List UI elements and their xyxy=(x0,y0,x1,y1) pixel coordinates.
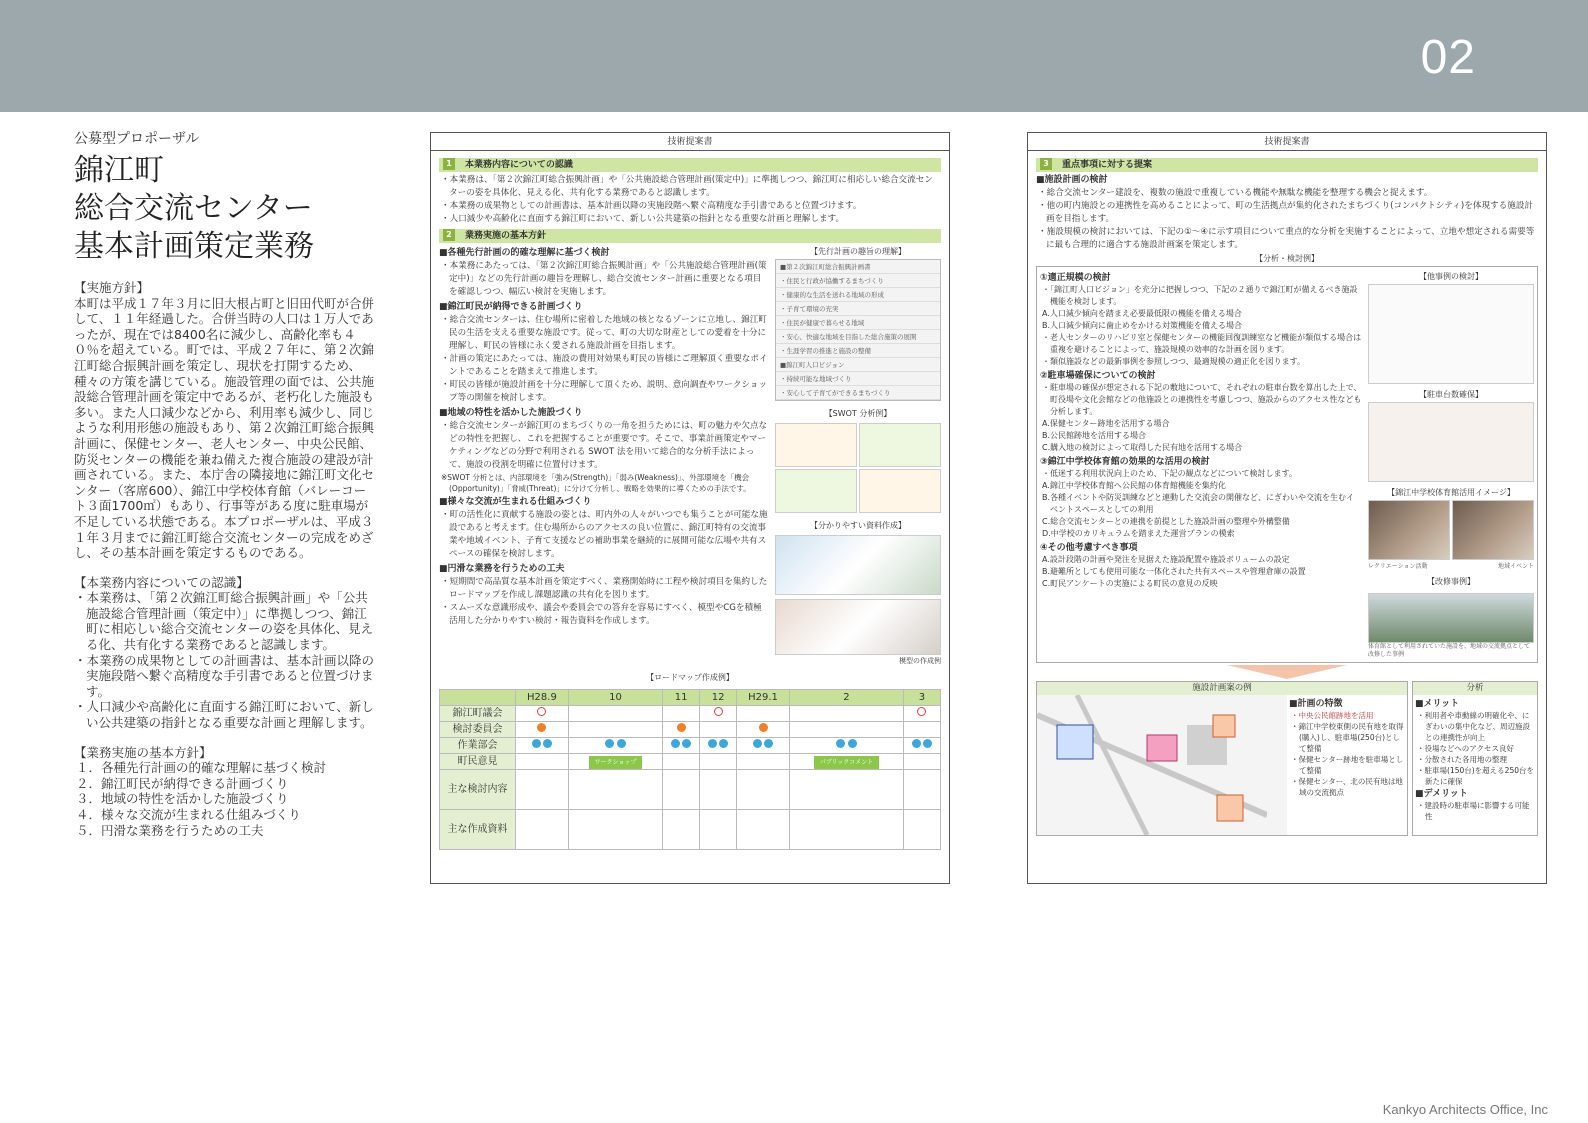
bullet-text: ・総合交流センターは、住む場所に密着した地域の核となるゾーンに立地し、錦江町民の生活を支える重要な施設です。従って、町の大切な財産としての愛着を十分に理解し、町民の皆様に永く愛される施設計画を目指します。 xyxy=(441,315,767,351)
renovation-photo xyxy=(1368,593,1534,643)
milestone-marker xyxy=(912,739,921,748)
milestone-marker xyxy=(759,723,768,732)
recognition-item: ・人口減少や高齢化に直面する錦江町において、新しい公共建築の指針となる重要な計画と理解します。 xyxy=(74,699,374,731)
merit-item: ・利用者や車動線の明確化や、にぎわいの集中化など、周辺施設との連携性が向上 xyxy=(1417,711,1530,742)
plan-heading: 施設計画案の例 xyxy=(1037,682,1407,695)
side-heading: 【錦江中学校体育館活用イメージ】 xyxy=(1387,488,1515,497)
bullet-text: ・短期間で高品質な基本計画を策定すべく、業務開始時に工程や検討項目を集約したロードマップを作成し課題認識の共有化を図ります。 xyxy=(441,577,768,600)
option-text: B.公民館跡地を活用する場合 xyxy=(1042,431,1147,440)
milestone-marker xyxy=(537,707,546,716)
milestone-marker xyxy=(764,739,773,748)
row-header: 町民意見 xyxy=(440,754,516,770)
milestone-marker xyxy=(917,707,926,716)
gym-photo xyxy=(1368,500,1450,560)
bullet-text: ・町民の皆様が施設計画を十分に理解して頂くため、説明、意向調査やワークショップ等の開催を検討します。 xyxy=(441,380,768,403)
gym-photo xyxy=(1452,500,1534,560)
option-text: B.避難所としても使用可能な一体化された共有スペースや管理倉庫の設置 xyxy=(1042,567,1306,576)
section-band xyxy=(439,158,941,172)
subsection-title: ■施設計画の検討 xyxy=(1036,175,1108,185)
road-line xyxy=(1077,695,1147,835)
photo-caption: 地域イベント xyxy=(1497,563,1534,570)
milestone-marker xyxy=(682,739,691,748)
merit-item: ・駐車場(150台)を超える250台を新たに確保 xyxy=(1417,766,1534,786)
band-label: 業務実施の基本方針 xyxy=(465,231,547,241)
bullet-text: ・施設規模の検討においては、下記の①～④に示す項目について重点的な分析を実施することによって、立地や想定される需要等に最も合理的に適合する施設計画案を策定します。 xyxy=(1038,227,1535,250)
side-heading: 【先行計画の趣旨の理解】 xyxy=(810,247,906,256)
list-item: ■錦江町人口ビジョン xyxy=(776,358,940,372)
sheet-header: 技術提案書 xyxy=(1028,133,1546,151)
image-caption: 模型の作成例 xyxy=(899,657,941,665)
table-row xyxy=(440,722,941,738)
option-text: A.人口減少傾向を踏まえ必要最低限の機能を備える場合 xyxy=(1042,309,1242,318)
milestone-marker xyxy=(923,739,932,748)
parking-diagram xyxy=(1368,402,1534,482)
subsection-title: ■様々な交流が生まれる仕組みづくり xyxy=(439,497,592,507)
milestone-marker xyxy=(543,739,552,748)
proposal-sheet-1 xyxy=(430,132,950,884)
table-row xyxy=(440,770,941,810)
section-band xyxy=(1036,158,1538,172)
building-shape xyxy=(1057,725,1093,759)
merit-item: ・役場などへのアクセス良好 xyxy=(1417,744,1514,753)
swot-cell xyxy=(859,423,941,467)
option-text: B.人口減少傾向に歯止めをかける対策機能を備える場合 xyxy=(1042,321,1243,330)
parking-shape xyxy=(1217,795,1243,821)
model-image xyxy=(775,599,941,655)
roadmap-table xyxy=(439,689,941,850)
bullet-text: ・駐車場の確保が想定される下記の敷地について、それぞれの駐車台数を算出した上で、町役場や文化会館などの他施設との連携性を考慮しつつ、施設からのアクセス性なども分析します。 xyxy=(1042,383,1362,416)
parking-shape xyxy=(1213,715,1235,737)
milestone-marker xyxy=(677,723,686,732)
analysis-heading: 分析 xyxy=(1413,682,1537,695)
band-number: 2 xyxy=(443,229,455,241)
public-comment-tag: パブリックコメント xyxy=(814,756,879,769)
swot-grid xyxy=(775,423,941,513)
sheet-header: 技術提案書 xyxy=(431,133,949,151)
policy2-item: １．各種先行計画の的確な理解に基づく検討 xyxy=(76,760,327,776)
bullet-text: ・スムーズな意識形成や、議会や委員会での答弁を容易にすべく、模型やCGを積極活用した分かりやすい検討・報告資料を作成します。 xyxy=(441,603,762,626)
list-item: ・住民と行政が協働するまちづくり xyxy=(776,274,940,288)
milestone-marker xyxy=(708,739,717,748)
table-row xyxy=(440,738,941,754)
bullet-text: ・本業務は、「第２次錦江町総合振興計画」や「公共施設総合管理計画(策定中)」に準拠しつつ、錦江町に相応しい総合交流センターの姿を具体化、見える化、共有化する業務であると認識します。 xyxy=(441,175,933,198)
subsection-title: ■地域の特性を活かした施設づくり xyxy=(439,408,583,418)
swot-cell xyxy=(775,423,857,467)
row-header: 作業部会 xyxy=(440,738,516,754)
swot-cell xyxy=(859,469,941,513)
bullet-text: ・総合交流センター建設を、複数の施設で重複している機能や無駄な機能を整理する機会と捉えます。 xyxy=(1038,188,1433,198)
option-text: B.各種イベントや防災訓練などと連動した交流会の開催など、にぎわいや交流を生むイベントスペースとしての利用 xyxy=(1042,493,1355,514)
proposal-sheet-2 xyxy=(1027,132,1547,884)
policy2-item: ３．地域の特性を活かした施設づくり xyxy=(76,791,289,807)
bullet-text: ・町の活性化に貢献する施設の姿とは、町内外の人々がいつでも集うことが可能な施設であると考えます。住む場所からのアクセスの良い位置に、錦江町特有の交流事業や地域イベント、子育て支援などの補助事業を継続的に展開可能な広場や共有スペースの確保を検討します。 xyxy=(441,510,768,559)
month-header: 2 xyxy=(789,690,903,706)
table-row xyxy=(440,706,941,722)
band-number: 3 xyxy=(1040,158,1052,170)
milestone-marker xyxy=(671,739,680,748)
subsection-title: ■各種先行計画の的確な理解に基づく検討 xyxy=(439,248,610,258)
subsection-title: ②駐車場確保についての検討 xyxy=(1040,371,1156,381)
bullet-text: ・他の町内施設との連携性を高めることによって、町の生活拠点が集約化されたまちづくり(コンパクトシティ)を体現する施設計画を目指します。 xyxy=(1038,201,1534,224)
feature-item: ・錦江中学校東側の民有地を取得(購入)し、駐車場(250台)として整備 xyxy=(1291,722,1404,753)
bullet-text: ・人口減少や高齢化に直面する錦江町において、新しい公共建築の指針となる重要な計画と理解します。 xyxy=(441,214,845,224)
policy2-item: ５．円滑な業務を行うための工夫 xyxy=(76,822,264,838)
option-text: C.総合交流センターとの連携を前提とした施設計画の整理や外構整備 xyxy=(1042,517,1290,526)
row-header: 主な作成資料 xyxy=(440,810,516,850)
demerit-item: ・建設時の駐車場に影響する可能性 xyxy=(1417,801,1530,821)
analysis-caption: 【分析・検討例】 xyxy=(1255,254,1319,263)
list-item: ■第２次錦江町総合振興計画書 xyxy=(776,260,940,274)
side-heading: 【改修事例】 xyxy=(1427,577,1475,586)
option-text: C.購入地の検討によって取得した民有地を活用する場合 xyxy=(1042,443,1243,452)
recognition-item: ・本業務は、「第２次錦江町総合振興計画」や「公共施設総合管理計画（策定中）」に準拠しつつ、錦江町に相応しい総合交流センターの姿を具体化、見える化、共有化する業務であると認識します。 xyxy=(74,590,374,653)
row-header: 錦江町議会 xyxy=(440,706,516,722)
merit-item: ・分散された各用地の整理 xyxy=(1417,755,1507,764)
table-row xyxy=(440,810,941,850)
list-item: ・安心、快適な地域を目指した総合施策の展開 xyxy=(776,330,940,344)
bullet-text: ・計画の策定にあたっては、施設の費用対効果も町民の皆様にご理解頂く重要なポイントであることを踏まえて推進します。 xyxy=(441,354,768,377)
workshop-tag: ワークショップ xyxy=(589,756,643,769)
title-line: 総合交流センター xyxy=(74,191,313,226)
table-row xyxy=(440,754,941,770)
bullet-text: ・総合交流センターが錦江町のまちづくりの一角を担うためには、町の魅力や欠点などの特性を把握し、これを把握することが重要です。そこで、事業計画策定やマーケティングなどの分野で利用される SWOT 法を用いて総合的な分析手法によって、施設の役割を明確に位置付けます。 xyxy=(441,421,768,470)
option-text: A.錦江中学校体育館へ公民館の体育館機能を集約化 xyxy=(1042,481,1226,490)
table-corner xyxy=(440,690,516,706)
bullet-text: ・「錦江町人口ビジョン」を充分に把握しつつ、下記の２通りで錦江町が備えるべき施設機能を検討します。 xyxy=(1042,285,1358,306)
policy2-section xyxy=(74,745,374,839)
subsection-title: ④その他考慮すべき事項 xyxy=(1040,543,1138,553)
band-label: 重点事項に対する提案 xyxy=(1062,160,1153,170)
list-item: ・安心して子育てができるまちづくり xyxy=(776,386,940,400)
milestone-marker xyxy=(848,739,857,748)
milestone-marker xyxy=(753,739,762,748)
down-arrow-icon xyxy=(1227,665,1347,679)
month-header: H29.1 xyxy=(737,690,790,706)
kicker: 公募型プロポーザル xyxy=(74,131,200,147)
policy-heading: 【実施方針】 xyxy=(74,280,150,295)
side-heading: 【分かりやすい資料作成】 xyxy=(810,521,906,530)
option-text: A.保健センター跡地を活用する場合 xyxy=(1042,419,1170,428)
option-text: A.設計段階の計画や発注を見据えた施設配置や施設ボリュームの設定 xyxy=(1042,555,1290,564)
feature-item: ・保健センター、北の民有地は地域の交流拠点 xyxy=(1291,777,1403,797)
site-plan-svg xyxy=(1037,695,1267,835)
feature-item: ・中央公民館跡地を活用 xyxy=(1291,711,1374,720)
month-header: H28.9 xyxy=(516,690,569,706)
bullet-text: ・類似施設などの最新事例を参照しつつ、最適規模の適正化を図ります。 xyxy=(1042,357,1306,366)
plan-summary-list xyxy=(775,259,941,401)
milestone-marker xyxy=(605,739,614,748)
note-text: ※SWOT 分析とは、内部環境を「強み(Strength)」「弱み(Weakness)」、外部環境を「機会(Opportunity)」「脅威(Threat)」に分けて分析し、戦略を効果的に導くための手法です。 xyxy=(441,473,751,493)
list-item: ・健康的な生活を送れる地域の形成 xyxy=(776,288,940,302)
policy2-item: ４．様々な交流が生まれる仕組みづくり xyxy=(76,807,301,822)
subsection-title: ①適正規模の検討 xyxy=(1040,273,1111,283)
subsection-title: ■錦江町民が納得できる計画づくり xyxy=(439,302,583,312)
row-header: 検討委員会 xyxy=(440,722,516,738)
policy2-item: ２．錦江町民が納得できる計画づくり xyxy=(76,775,289,791)
option-text: D.中学校のカリキュラムを踏まえた運営プランの模索 xyxy=(1042,529,1235,538)
bullet-text: ・本業務にあたっては、「第２次錦江町総合振興計画」や「公共施設総合管理計画(策定中)」などの先行計画の趣旨を理解し、総合交流センター計画に重要となる項目を確認しつつ、幅広い検討を実施します。 xyxy=(441,261,767,297)
photo-caption: 体育館として利用されていた施設を、地域の交流拠点として改修した事例 xyxy=(1368,643,1531,658)
subsection-title: ■円滑な業務を行うための工夫 xyxy=(439,564,565,574)
photo-caption: レクリエーション活動 xyxy=(1368,563,1428,570)
bullet-text: ・本業務の成果物としての計画書は、基本計画以降の実施段階へ繋ぐ高精度な手引書であると位置づけます。 xyxy=(441,201,862,211)
demerit-heading: ■デメリット xyxy=(1415,789,1468,799)
case-study-table xyxy=(1368,284,1534,384)
side-heading: 【駐車台数確保】 xyxy=(1419,390,1483,399)
page-title xyxy=(74,152,374,266)
band-label: 本業務内容についての認識 xyxy=(465,160,573,170)
band-number: 1 xyxy=(443,158,455,170)
site-plan-map xyxy=(1037,695,1287,835)
list-item: ・子育て環境の充実 xyxy=(776,302,940,316)
month-header: 3 xyxy=(903,690,940,706)
month-header: 11 xyxy=(663,690,700,706)
building-shape xyxy=(1147,735,1177,761)
section-band xyxy=(439,229,941,243)
bullet-text: ・老人センターのリハビリ室と保健センターの機能回復訓練室など機能が類似する場合は重複を避けることによって、施設規模の効率的な計画を図ります。 xyxy=(1042,333,1362,354)
policy2-heading: 【業務実施の基本方針】 xyxy=(74,744,212,760)
top-banner xyxy=(0,0,1588,112)
milestone-marker xyxy=(617,739,626,748)
list-item: ・持続可能な地域づくり xyxy=(776,372,940,386)
bullet-text: ・低迷する利用状況向上のため、下記の観点などについて検討します。 xyxy=(1042,469,1297,478)
title-line: 錦江町 xyxy=(74,153,164,188)
policy-section xyxy=(74,280,374,561)
company-footer: Kankyo Architects Office, Inc xyxy=(1382,1102,1548,1117)
milestone-marker xyxy=(532,739,541,748)
month-header: 10 xyxy=(568,690,662,706)
feature-item: ・保健センター跡地を駐車場として整備 xyxy=(1291,755,1404,775)
milestone-marker xyxy=(714,707,723,716)
option-text: C.町民アンケートの実施による町民の意見の反映 xyxy=(1042,579,1218,588)
page-number: 02 xyxy=(1420,31,1476,84)
side-heading: 【他事例の検討】 xyxy=(1419,272,1483,281)
cg-image xyxy=(775,535,941,595)
list-item: ・住民が健康で暮らせる地域 xyxy=(776,316,940,330)
recognition-heading: 【本業務内容についての認識】 xyxy=(74,574,249,590)
roadmap-heading: 【ロードマップ作成例】 xyxy=(646,673,734,682)
left-column xyxy=(74,128,374,838)
policy-text: 本町は平成１７年３月に旧大根占町と旧田代町が合併して、１１年経過した。合併当時の人口は１万人であったが、現在では8400名に減少し、高齢化率も４０％を超えている。町では、平成２７年に、第２次錦江町総合振興計画を策定し、現状を打開するため、種々の方策を講じている。施設管理の面では、公共施設総合管理計画を策定中であるが、老朽化した施設も多い。また人口減少などから、利用率も減少し、同じような利用形態の施設もあり、第２次錦江町総合振興計画に、保健センター、老人センター、中央公民館、防災センターの機能を兼ね備えた複合施設の建設が計画されている。また、本庁舎の隣接地に錦江町文化センター（客席600）、錦江中学校体育館（バレーコート３面1700㎡）もあり、行事等がある度に駐車場が不足している状態である。本プロポーザルは、平成３１年３月までに錦江町総合交流センターの完成をめざし、その基本計画を策定するものである。 xyxy=(74,295,375,561)
plan-feature-heading: ■計画の特徴 xyxy=(1289,699,1343,709)
merit-heading: ■メリット xyxy=(1415,699,1460,709)
milestone-marker xyxy=(537,723,546,732)
recognition-section xyxy=(74,575,374,731)
milestone-marker xyxy=(719,739,728,748)
month-header: 12 xyxy=(700,690,737,706)
row-header: 主な検討内容 xyxy=(440,770,516,810)
subsection-title: ③錦江中学校体育館の効果的な活用の検討 xyxy=(1040,457,1210,467)
swot-cell xyxy=(775,469,857,513)
title-line: 基本計画策定業務 xyxy=(74,229,314,264)
recognition-item: ・本業務の成果物としての計画書は、基本計画以降の実施段階へ繋ぐ高精度な手引書であると位置づけます。 xyxy=(74,652,375,699)
list-item: ・生涯学習の推進と施設の整備 xyxy=(776,344,940,358)
side-heading: 【SWOT 分析例】 xyxy=(824,409,892,418)
milestone-marker xyxy=(836,739,845,748)
